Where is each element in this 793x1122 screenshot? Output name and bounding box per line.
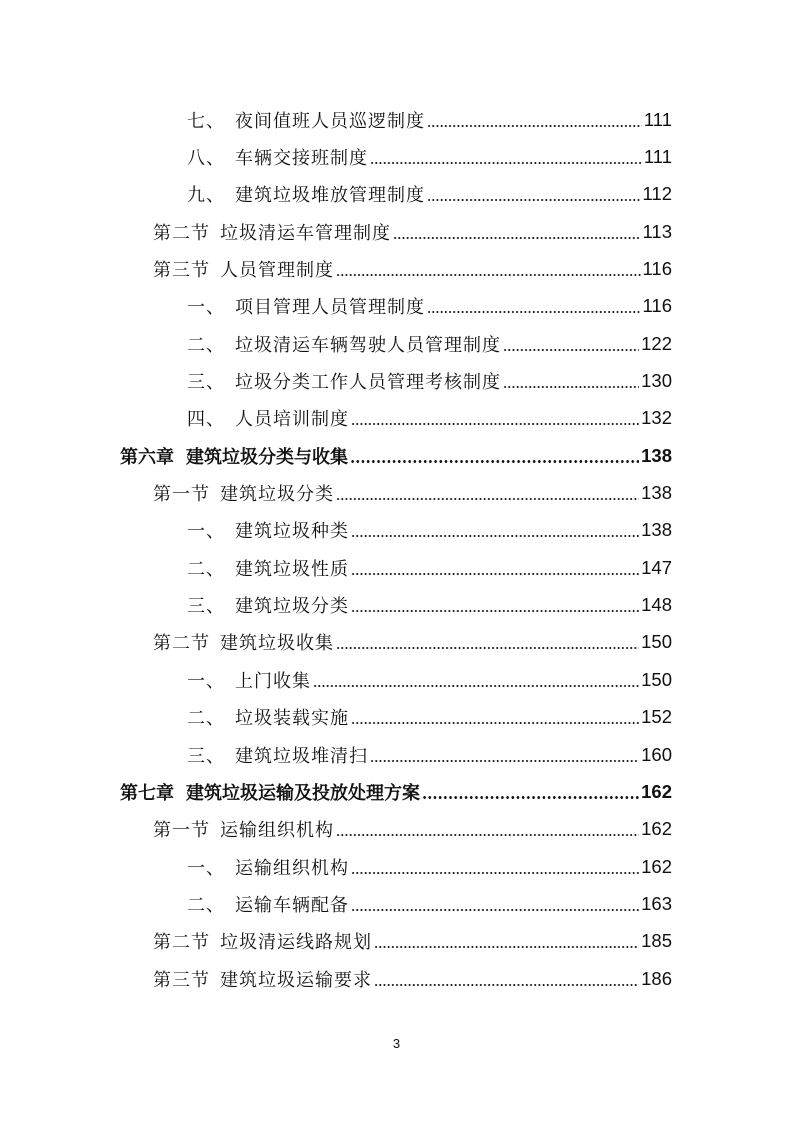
toc-entry-page: 160: [641, 743, 672, 765]
toc-item-entry[interactable]: [0, 325, 793, 362]
toc-chapter-entry[interactable]: [0, 437, 793, 474]
toc-entry-content: [187, 107, 672, 133]
toc-entry-page: 113: [642, 220, 672, 242]
toc-entry-number: 二、: [187, 708, 225, 730]
toc-entry-title: 项目管理人员管理制度: [235, 297, 425, 319]
dot-leader: [374, 932, 639, 950]
toc-entry-content: [187, 704, 672, 730]
toc-item-entry[interactable]: [0, 288, 793, 325]
dot-leader: [313, 671, 639, 689]
toc-entry-title: 运输组织机构: [220, 820, 334, 842]
dot-leader: [374, 970, 639, 988]
toc-entry-title: 车辆交接班制度: [235, 148, 368, 170]
toc-section-entry[interactable]: [0, 474, 793, 511]
toc-item-entry[interactable]: [0, 138, 793, 175]
toc-entry-content: [153, 966, 672, 992]
toc-entry-title: 建筑垃圾运输要求: [220, 969, 372, 991]
dot-leader: [370, 746, 639, 764]
toc-entry-content: [153, 816, 672, 842]
toc-chapter-entry[interactable]: [0, 773, 793, 810]
toc-entry-page: 122: [641, 332, 672, 354]
toc-entry-content: [187, 555, 672, 581]
toc-entry-number: 一、: [187, 857, 225, 879]
dot-leader: [393, 223, 641, 241]
dot-leader: [427, 185, 641, 203]
page-number: 3: [392, 1036, 401, 1051]
toc-entry-number: 第一节: [153, 484, 210, 506]
toc-entry-content: [187, 854, 672, 880]
toc-section-entry[interactable]: [0, 923, 793, 960]
toc-entry-page: 152: [641, 706, 672, 728]
dot-leader: [351, 559, 639, 577]
toc-item-entry[interactable]: [0, 699, 793, 736]
toc-entry-page: 138: [641, 444, 672, 466]
toc-entry-number: 八、: [187, 148, 225, 170]
toc-entry-content: [153, 256, 672, 282]
toc-item-entry[interactable]: [0, 736, 793, 773]
dot-leader: [351, 409, 639, 427]
toc-entry-title: 建筑垃圾收集: [220, 633, 334, 655]
dot-leader: [351, 596, 639, 614]
toc-entry-title: 建筑垃圾分类与收集: [186, 446, 348, 468]
toc-entry-number: 四、: [187, 409, 225, 431]
toc-entry-content: [153, 629, 672, 655]
toc-item-entry[interactable]: [0, 586, 793, 623]
toc-entry-content: [153, 928, 672, 954]
toc-entry-page: 147: [641, 556, 672, 578]
toc-entry-number: 第二节: [153, 633, 210, 655]
toc-item-entry[interactable]: [0, 101, 793, 138]
toc-entry-title: 垃圾装载实施: [235, 708, 349, 730]
toc-entry-title: 运输组织机构: [235, 857, 349, 879]
toc-entry-title: 运输车辆配备: [235, 894, 349, 916]
toc-entry-page: 148: [641, 594, 672, 616]
toc-entry-title: 建筑垃圾分类: [235, 596, 349, 618]
toc-entry-page: 186: [641, 967, 672, 989]
dot-leader: [427, 111, 642, 129]
toc-entry-content: [187, 293, 672, 319]
toc-entry-page: 150: [641, 668, 672, 690]
toc-entry-content: [153, 480, 672, 506]
toc-entry-page: 111: [643, 108, 672, 130]
toc-section-entry[interactable]: [0, 960, 793, 997]
toc-entry-number: 第二节: [153, 222, 210, 244]
toc-entry-content: [187, 144, 672, 170]
dot-leader: [350, 447, 639, 465]
table-of-contents: [0, 101, 793, 997]
toc-entry-title: 建筑垃圾分类: [220, 484, 334, 506]
toc-entry-page: 162: [641, 855, 672, 877]
toc-entry-content: [153, 219, 672, 245]
toc-entry-page: 185: [641, 930, 672, 952]
toc-entry-title: 建筑垃圾性质: [235, 558, 349, 580]
toc-entry-number: 三、: [187, 372, 225, 394]
toc-item-entry[interactable]: [0, 400, 793, 437]
dot-leader: [336, 633, 639, 651]
toc-entry-page: 162: [641, 780, 672, 802]
toc-entry-title: 人员管理制度: [220, 260, 334, 282]
toc-entry-number: 一、: [187, 297, 225, 319]
dot-leader: [336, 484, 639, 502]
toc-entry-page: 132: [641, 407, 672, 429]
toc-entry-page: 138: [641, 482, 672, 504]
toc-entry-number: 二、: [187, 334, 225, 356]
toc-entry-title: 建筑垃圾种类: [235, 521, 349, 543]
toc-entry-number: 第七章: [120, 782, 174, 804]
toc-section-entry[interactable]: [0, 624, 793, 661]
dot-leader: [370, 148, 642, 166]
toc-entry-title: 建筑垃圾运输及投放处理方案: [186, 782, 420, 804]
toc-entry-content: [187, 742, 672, 768]
toc-entry-title: 上门收集: [235, 670, 311, 692]
toc-item-entry[interactable]: [0, 885, 793, 922]
toc-item-entry[interactable]: [0, 661, 793, 698]
toc-section-entry[interactable]: [0, 811, 793, 848]
toc-entry-page: 138: [641, 519, 672, 541]
toc-entry-title: 垃圾分类工作人员管理考核制度: [235, 372, 501, 394]
toc-entry-page: 116: [642, 295, 672, 317]
dot-leader: [336, 260, 641, 278]
dot-leader: [503, 372, 639, 390]
toc-entry-title: 夜间值班人员巡逻制度: [235, 110, 425, 132]
dot-leader: [336, 820, 639, 838]
toc-entry-content: [187, 891, 672, 917]
dot-leader: [351, 895, 639, 913]
toc-entry-number: 一、: [187, 521, 225, 543]
toc-entry-page: 130: [641, 370, 672, 392]
dot-leader: [351, 521, 639, 539]
toc-entry-number: 第六章: [120, 446, 174, 468]
toc-entry-content: [187, 517, 672, 543]
toc-entry-content: [120, 443, 672, 469]
toc-entry-page: 163: [641, 892, 672, 914]
toc-entry-content: [187, 368, 672, 394]
toc-entry-number: 第二节: [153, 932, 210, 954]
toc-item-entry[interactable]: [0, 362, 793, 399]
dot-leader: [351, 708, 639, 726]
toc-entry-content: [187, 181, 672, 207]
toc-entry-title: 垃圾清运车管理制度: [220, 222, 391, 244]
toc-entry-number: 二、: [187, 894, 225, 916]
toc-item-entry[interactable]: [0, 176, 793, 213]
toc-entry-number: 三、: [187, 596, 225, 618]
toc-entry-content: [187, 667, 672, 693]
dot-leader: [351, 858, 639, 876]
toc-item-entry[interactable]: [0, 549, 793, 586]
toc-entry-content: [120, 779, 672, 805]
toc-entry-number: 二、: [187, 558, 225, 580]
toc-entry-page: 116: [642, 258, 672, 280]
toc-entry-title: 建筑垃圾堆清扫: [235, 745, 368, 767]
toc-entry-number: 第一节: [153, 820, 210, 842]
toc-entry-number: 第三节: [153, 969, 210, 991]
dot-leader: [427, 297, 641, 315]
toc-entry-page: 111: [643, 146, 672, 168]
toc-entry-title: 建筑垃圾堆放管理制度: [235, 185, 425, 207]
toc-entry-number: 七、: [187, 110, 225, 132]
toc-entry-number: 九、: [187, 185, 225, 207]
toc-entry-page: 150: [641, 631, 672, 653]
toc-entry-title: 人员培训制度: [235, 409, 349, 431]
toc-entry-content: [187, 592, 672, 618]
toc-entry-number: 三、: [187, 745, 225, 767]
toc-entry-number: 一、: [187, 670, 225, 692]
toc-item-entry[interactable]: [0, 512, 793, 549]
toc-entry-page: 162: [641, 818, 672, 840]
toc-entry-content: [187, 331, 672, 357]
dot-leader: [422, 783, 639, 801]
toc-entry-title: 垃圾清运车辆驾驶人员管理制度: [235, 334, 501, 356]
toc-section-entry[interactable]: [0, 250, 793, 287]
toc-entry-number: 第三节: [153, 260, 210, 282]
toc-item-entry[interactable]: [0, 848, 793, 885]
toc-entry-content: [187, 405, 672, 431]
toc-entry-title: 垃圾清运线路规划: [220, 932, 372, 954]
dot-leader: [503, 335, 639, 353]
toc-section-entry[interactable]: [0, 213, 793, 250]
toc-entry-page: 112: [642, 183, 672, 205]
